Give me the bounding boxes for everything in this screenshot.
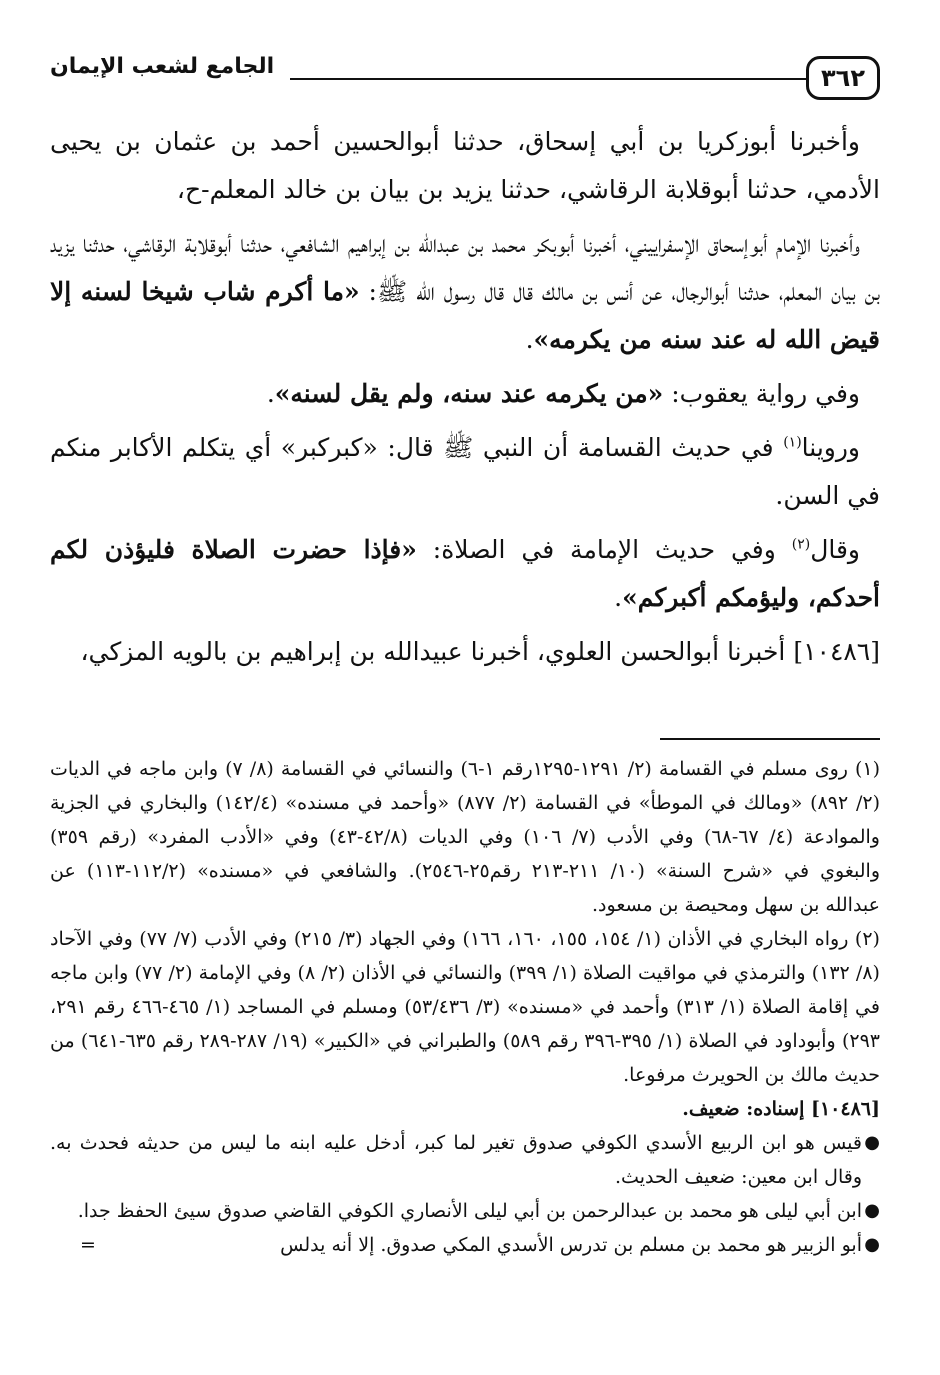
paragraph-text: وفي حديث الإمامة في الصلاة: [416, 535, 792, 564]
paragraph-text: وأخبرنا الإمام أبوإسحاق الإسفراييني، أخبرنا أبوبكر محمد بن عبدالله بن إبراهيم الشافعي، حدثنا أبوقلابة الرقاشي، حدثنا يزيد بن بيان المعلم، حدثنا أبوالرجال، عن أنس بن مالك قال قال رسول الله ﷺ: [50, 229, 881, 306]
paragraph [50, 424, 880, 520]
footnote-ref[interactable]: (١) [783, 434, 802, 451]
book-page [50, 30, 880, 1350]
isnad-line [50, 1092, 880, 1126]
isnad-value: ضعيف. [682, 1098, 740, 1120]
paragraph-text: في حديث القسامة أن النبي ﷺ قال: «كبركبر» أي يتكلم الأكابر منكم في السن. [50, 433, 880, 510]
paragraph [50, 370, 880, 418]
footnote-1: (١) روى مسلم في القسامة (٢/ ١٢٩١-١٢٩٥رقم ١-٦) والنسائي في القسامة (٨/ ٧) وابن ماجه في الديات (٢/ ٨٩٢) «ومالك في الموطأ» في القسامة (٢/ ٨٧٧) «وأحمد في مسنده» (١٤٢/٤) والبخاري في الجزية والموادعة (٤/ ٦٧-٦٨) وفي الأدب (٧/ ١٠٦) وفي الديات (٤٢/٨-٤٣) وفي «الأدب المفرد» (رقم ٣٥٩) والبغوي في «شرح السنة» (١٠/ ٢١١-٢١٣ رقم٢٥-٢٥٤٦). والشافعي في «مسنده» (١١٢/٢-١١٣) عن عبدالله بن سهل ومحيصة بن مسعود. [50, 758, 880, 916]
main-text [50, 118, 880, 682]
hadith-text: «فإذا حضرت الصلاة فليؤذن لكم أحدكم، وليؤمكم أكبركم» [50, 535, 880, 612]
header-rule [290, 78, 806, 80]
hadith-text: «ما أكرم شاب شيخا لسنه إلا قيض الله له عند سنه من يكرمه» [50, 277, 880, 354]
narrator-note-text: أبو الزبير هو محمد بن مسلم بن تدرس الأسدي المكي صدوق. إلا أنه يدلس [280, 1234, 862, 1256]
narrator-note [50, 1228, 880, 1262]
hadith-text: «من يكرمه عند سنه، ولم يقل لسنه» [274, 379, 664, 408]
running-title: الجامع لشعب الإيمان [50, 54, 275, 79]
continuation-mark: = [80, 1234, 96, 1256]
bullet-icon: ● [864, 1234, 880, 1255]
paragraph [50, 526, 880, 622]
footnote-ref[interactable]: (٢) [791, 536, 811, 553]
page-number: ٣٦٢ [806, 56, 880, 100]
paragraph-text: وفي رواية يعقوب: [663, 379, 860, 408]
bullet-icon: ● [864, 1132, 880, 1153]
punctuation: . [266, 379, 275, 408]
paragraph-text: وقال [810, 535, 860, 564]
paragraph-text: وروينا [801, 433, 860, 462]
paragraph: [١٠٤٨٦] أخبرنا أبوالحسن العلوي، أخبرنا عبيدالله بن إبراهيم بن بالويه المزكي، [80, 637, 880, 666]
bullet-icon: ● [864, 1200, 880, 1221]
footnote-separator [660, 738, 880, 740]
footnote-2: (٢) رواه البخاري في الأذان (١/ ١٥٤، ١٥٥، ١٦٠، ١٦٦) وفي الجهاد (٣/ ٢١٥) وفي الأدب (٧/ ٧٧) وفي الآحاد (٨/ ١٣٢) والترمذي في مواقيت الصلاة (١/ ٣٩٩) والنسائي في الأذان (٢/ ٨) وفي الإمامة (٢/ ٧٧) وابن ماجه في إقامة الصلاة (١/ ٣١٣) وأحمد في «مسنده» (٣/ ٥٣/٤٣٦) ومسلم في المساجد (١/ ٤٦٥-٤٦٦ رقم ٢٩١، ٢٩٣) وأبوداود في الصلاة (١/ ٣٩٥-٣٩٦ رقم ٥٨٩) والطبراني في «الكبير» (١٩/ ٢٨٧-٢٨٩ رقم ٦٣٥-٦٤١) من حديث مالك بن الحويرث مرفوعا. [50, 928, 881, 1086]
footnotes [50, 752, 880, 1262]
punctuation: . [614, 583, 623, 612]
isnad-label: [١٠٤٨٦] إسناده: [739, 1098, 880, 1120]
paragraph [50, 220, 880, 364]
narrator-note-text: قيس هو ابن الربيع الأسدي الكوفي صدوق تغير لما كبر، أدخل عليه ابنه ما ليس من حديثه فحدث به. وقال ابن معين: ضعيف الحديث. [50, 1132, 862, 1188]
page-header [50, 48, 880, 108]
narrator-note-text: ابن أبي ليلى هو محمد بن عبدالرحمن بن أبي ليلى الأنصاري الكوفي القاضي صدوق سيئ الحفظ جدا. [77, 1200, 862, 1222]
narrator-note [50, 1194, 880, 1228]
punctuation: . [525, 325, 534, 354]
paragraph: وأخبرنا أبوزكريا بن أبي إسحاق، حدثنا أبوالحسين أحمد بن عثمان بن يحيى الأدمي، حدثنا أبوقلابة الرقاشي، حدثنا يزيد بن بيان بن خالد المعلم-ح، [50, 127, 880, 204]
narrator-note [50, 1126, 880, 1194]
